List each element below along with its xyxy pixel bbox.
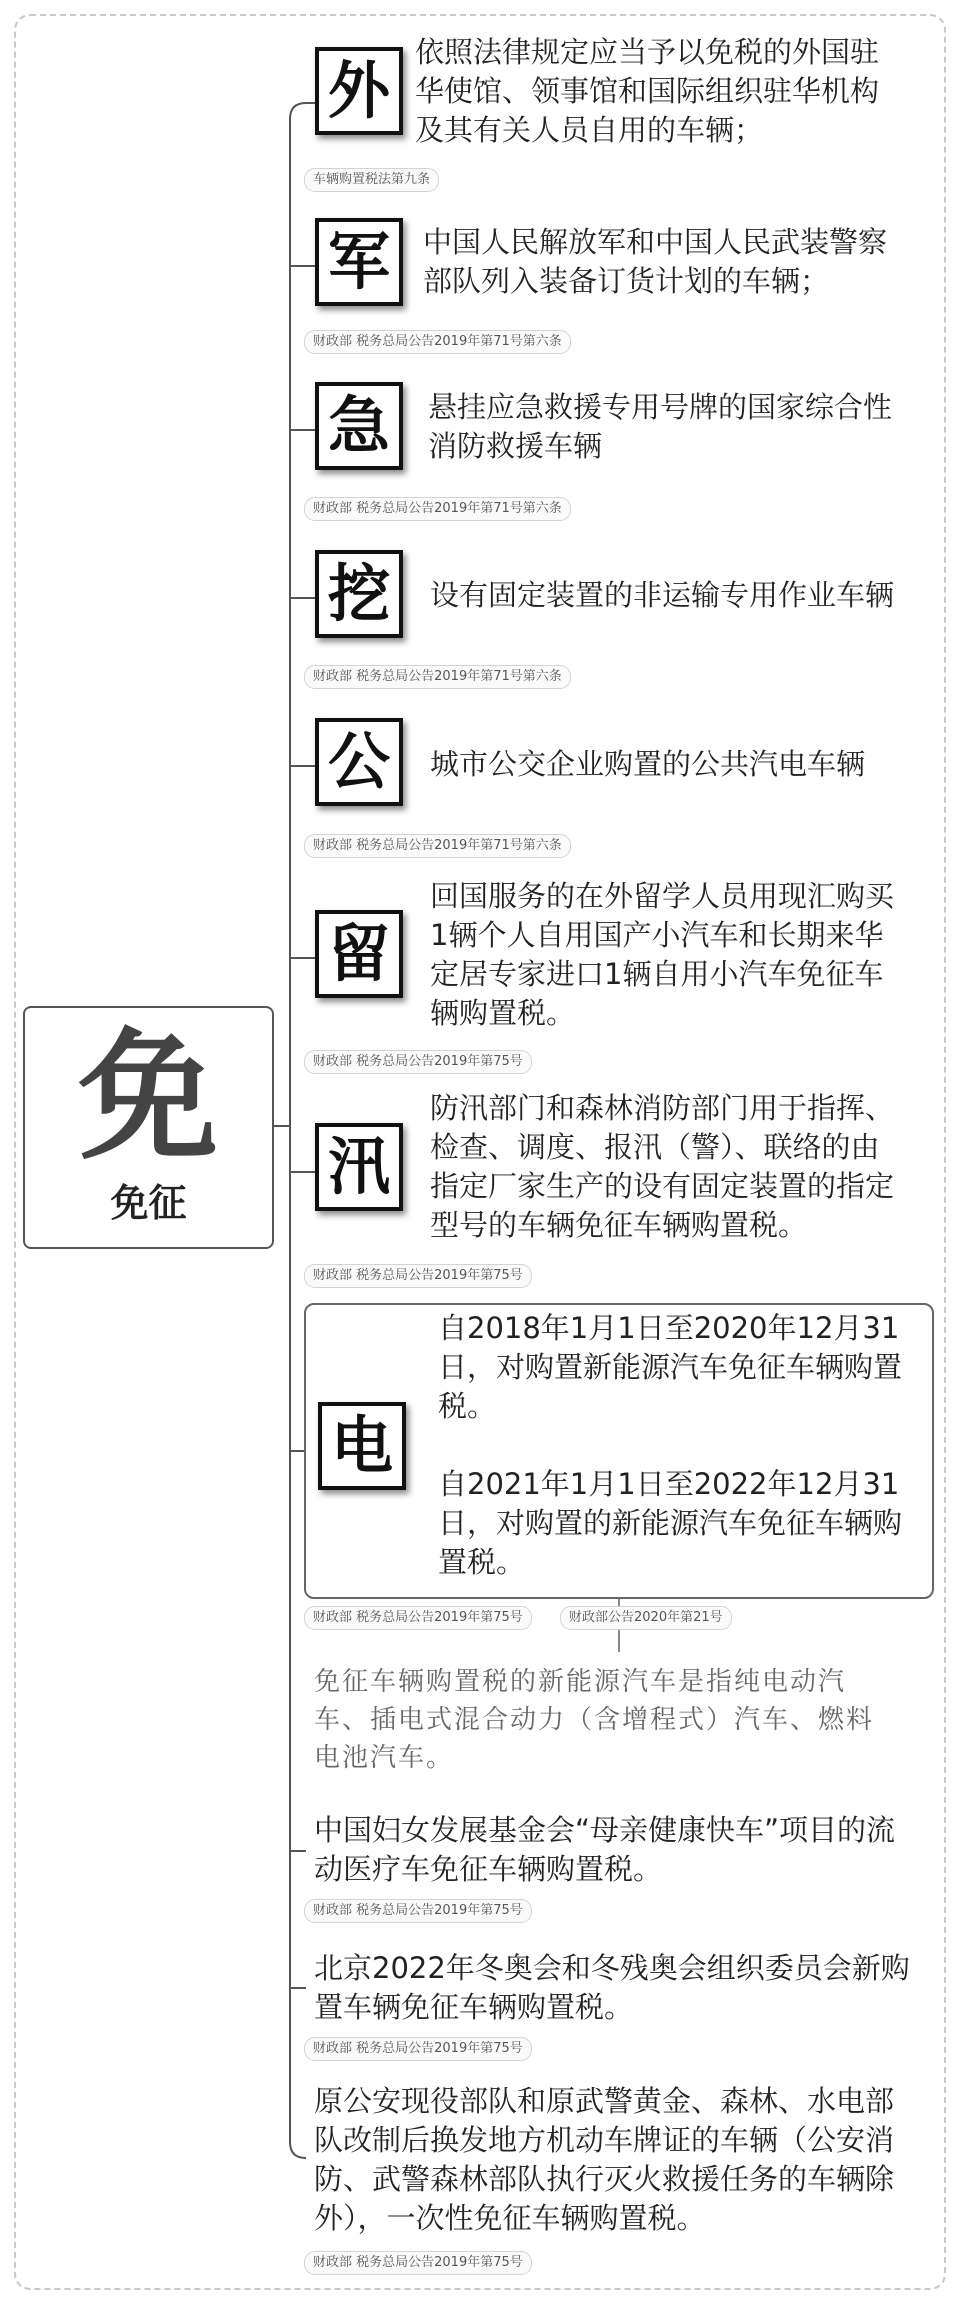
source-tag: 财政部 税务总局公告2019年第71号第六条	[304, 834, 571, 858]
branch-glyph-icon: 外	[315, 47, 403, 135]
branch-text	[430, 1089, 935, 1245]
branch-glyph-icon: 电	[318, 1402, 406, 1490]
text-line: 及其有关人员自用的车辆；	[415, 113, 764, 147]
text-line: 自2021年1月1日至2022年12月31	[438, 1467, 900, 1501]
text-line: 回国服务的在外留学人员用现汇购买	[430, 879, 895, 913]
branch-text	[430, 745, 935, 784]
source-tag: 财政部 税务总局公告2019年第71号第六条	[304, 330, 571, 354]
ev-note	[314, 1663, 934, 1777]
text-line: 检查、调度、报汛（警）、联络的由	[430, 1130, 880, 1164]
text-line: 外），一次性免征车辆购置税。	[314, 2201, 706, 2235]
branch-text	[423, 223, 935, 301]
source-tag: 财政部 税务总局公告2019年第71号第六条	[304, 665, 571, 689]
note-line: 电池汽车。	[314, 1743, 455, 1773]
text-line: 华使馆、领事馆和国际组织驻华机构	[415, 74, 880, 108]
text-line: 指定厂家生产的设有固定装置的指定	[430, 1169, 895, 1203]
text-line: 防汛部门和森林消防部门用于指挥、	[430, 1091, 895, 1125]
text-line: 日，对购置的新能源汽车免征车辆购	[438, 1506, 903, 1540]
branch-glyph-icon: 挖	[315, 550, 403, 638]
text-line: 队改制后换发地方机动车牌证的车辆（公安消	[314, 2123, 895, 2157]
branch-text	[314, 1949, 936, 2027]
text-line: 日，对购置新能源汽车免征车辆购置	[438, 1350, 903, 1384]
text-line: 动医疗车免征车辆购置税。	[314, 1852, 663, 1886]
source-tag: 财政部 税务总局公告2019年第75号	[304, 1606, 532, 1630]
source-tag: 车辆购置税法第九条	[304, 168, 439, 192]
root-node[interactable]	[23, 1006, 274, 1249]
text-line: 原公安现役部队和原武警黄金、森林、水电部	[314, 2084, 895, 2118]
branch-text	[430, 576, 935, 615]
text-line: 1辆个人自用国产小汽车和长期来华	[430, 918, 884, 952]
branch-glyph-icon: 公	[315, 718, 403, 806]
branch-text	[415, 33, 935, 150]
root-glyph: 免	[78, 1016, 219, 1179]
text-spacer	[438, 1426, 928, 1465]
text-line: 置车辆免征车辆购置税。	[314, 1990, 634, 2024]
text-line: 城市公交企业购置的公共汽电车辆	[430, 747, 866, 781]
text-line: 北京2022年冬奥会和冬残奥会组织委员会新购	[314, 1951, 910, 1985]
text-line: 定居专家进口1辆自用小汽车免征车	[430, 957, 884, 991]
text-line: 型号的车辆免征车辆购置税。	[430, 1208, 808, 1242]
branch-glyph-icon: 汛	[315, 1123, 403, 1211]
branch-glyph-icon: 军	[315, 218, 403, 306]
note-line: 免征车辆购置税的新能源汽车是指纯电动汽	[314, 1667, 847, 1697]
text-line: 置税。	[438, 1545, 526, 1579]
text-line: 辆购置税。	[430, 996, 576, 1030]
text-line: 消防救援车辆	[428, 429, 603, 463]
source-tag: 财政部 税务总局公告2019年第75号	[304, 1899, 532, 1923]
text-line: 设有固定装置的非运输专用作业车辆	[430, 578, 895, 612]
source-tag: 财政部 税务总局公告2019年第75号	[304, 1050, 532, 1074]
source-tag: 财政部 税务总局公告2019年第71号第六条	[304, 497, 571, 521]
branch-text	[314, 2082, 936, 2238]
root-label: 免征	[110, 1181, 187, 1225]
branch-glyph-icon: 急	[315, 382, 403, 470]
branch-text	[314, 1811, 936, 1889]
branch-glyph-icon: 留	[315, 910, 403, 998]
text-line: 自2018年1月1日至2020年12月31	[438, 1311, 900, 1345]
source-tag: 财政部 税务总局公告2019年第75号	[304, 1264, 532, 1288]
text-line: 税。	[438, 1389, 497, 1423]
note-line: 车、插电式混合动力（含增程式）汽车、燃料	[314, 1705, 875, 1735]
source-tag: 财政部公告2020年第21号	[560, 1606, 732, 1630]
source-tag: 财政部 税务总局公告2019年第75号	[304, 2037, 532, 2061]
text-line: 防、武警森林部队执行灭火救援任务的车辆除	[314, 2162, 895, 2196]
source-tag: 财政部 税务总局公告2019年第75号	[304, 2251, 532, 2275]
branch-text	[428, 388, 935, 466]
text-line: 悬挂应急救援专用号牌的国家综合性	[428, 390, 893, 424]
text-line: 中国人民解放军和中国人民武装警察	[423, 225, 888, 259]
text-line: 部队列入装备订货计划的车辆；	[423, 264, 830, 298]
branch-text	[430, 877, 935, 1033]
text-line: 依照法律规定应当予以免税的外国驻	[415, 35, 880, 69]
text-line: 中国妇女发展基金会“母亲健康快车”项目的流	[314, 1813, 896, 1847]
branch-text	[438, 1309, 928, 1582]
